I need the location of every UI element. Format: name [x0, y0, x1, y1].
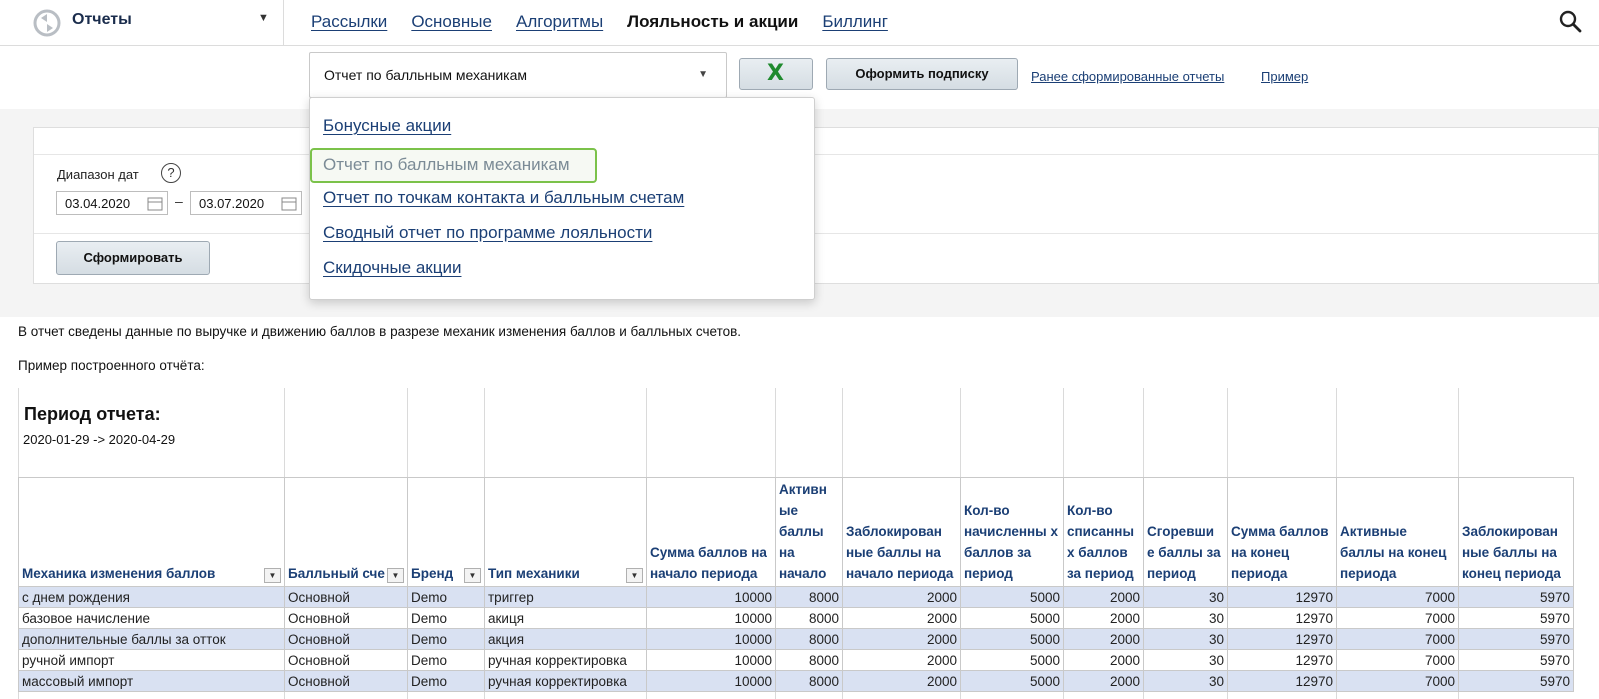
- table-cell: 8000: [776, 608, 843, 629]
- column-header-label: Балльный сче: [288, 566, 385, 581]
- column-header-label: Кол-во начисленны х баллов за период: [964, 503, 1058, 581]
- dropdown-item-contact-points-report[interactable]: Отчет по точкам контакта и балльным счетам: [323, 188, 685, 207]
- column-header: [647, 478, 776, 587]
- date-from-field[interactable]: [56, 191, 168, 215]
- table-row: [19, 671, 1574, 692]
- help-icon[interactable]: ?: [161, 163, 181, 183]
- table-cell: 5000: [961, 608, 1064, 629]
- app-section-selector[interactable]: [0, 0, 284, 45]
- column-header: [1459, 478, 1574, 587]
- example-title: Пример построенного отчёта:: [18, 358, 205, 373]
- table-cell: 2000: [843, 629, 961, 650]
- table-cell: 5000: [961, 629, 1064, 650]
- dropdown-item-loyalty-summary[interactable]: Сводный отчет по программе лояльности: [323, 223, 653, 242]
- nav-item-4[interactable]: Биллинг: [822, 12, 888, 31]
- sync-arrows-icon: [32, 8, 62, 41]
- column-header: [776, 478, 843, 587]
- table-cell: Demo: [408, 629, 485, 650]
- search-icon[interactable]: [1558, 9, 1584, 35]
- table-cell: 5970: [1459, 650, 1574, 671]
- table-cell: 12970: [1228, 671, 1337, 692]
- calendar-icon[interactable]: [147, 196, 163, 214]
- table-cell: Основной: [285, 671, 408, 692]
- table-cell: 2000: [1064, 587, 1144, 608]
- column-header: [1228, 478, 1337, 587]
- table-cell: 5000: [961, 587, 1064, 608]
- table-row: [19, 587, 1574, 608]
- table-cell: Основной: [285, 629, 408, 650]
- table-cell: 5000: [961, 671, 1064, 692]
- excel-icon: X: [767, 61, 784, 86]
- table-cell: 2000: [843, 671, 961, 692]
- column-header-label: Тип механики: [488, 566, 580, 581]
- example-link[interactable]: Пример: [1261, 69, 1309, 84]
- table-cell: 10000: [647, 671, 776, 692]
- divider: [34, 154, 1598, 155]
- chevron-down-icon: ▼: [698, 69, 708, 80]
- generate-report-button[interactable]: Сформировать: [56, 241, 210, 275]
- table-cell: 12970: [1228, 587, 1337, 608]
- table-row: [19, 629, 1574, 650]
- column-header-label: Активн ые баллы на начало: [779, 482, 827, 581]
- table-cell: 30: [1144, 629, 1228, 650]
- column-header: [1144, 478, 1228, 587]
- date-to-field[interactable]: [190, 191, 302, 215]
- table-cell: 5970: [1459, 629, 1574, 650]
- column-header-label: Сумма баллов на конец периода: [1231, 524, 1329, 581]
- table-cell: 10000: [647, 629, 776, 650]
- filter-dropdown-icon[interactable]: ▼: [387, 568, 404, 583]
- table-cell: триггер: [485, 587, 647, 608]
- report-select-value: Отчет по балльным механикам: [324, 67, 528, 83]
- table-cell: 30: [1144, 587, 1228, 608]
- column-header-label: Активные баллы на конец периода: [1340, 524, 1447, 581]
- table-cell: 7000: [1337, 608, 1459, 629]
- date-range-label: Диапазон дат: [57, 167, 139, 182]
- column-header: [843, 478, 961, 587]
- table-cell: 2000: [1064, 629, 1144, 650]
- column-header-label: Сумма баллов на начало периода: [650, 545, 767, 581]
- column-header: [1337, 478, 1459, 587]
- table-cell: 8000: [776, 650, 843, 671]
- column-header-label: Заблокирован ные баллы на начало периода: [846, 524, 954, 581]
- table-cell: ручной импорт: [19, 650, 285, 671]
- app-name: Отчеты: [72, 11, 132, 28]
- example-report-image: [18, 388, 1599, 699]
- date-range-dash: –: [175, 193, 183, 209]
- report-description: В отчет сведены данные по выручке и движению баллов в разрезе механик изменения баллов и балльных счетов.: [18, 324, 742, 339]
- table-cell: Demo: [408, 671, 485, 692]
- main-menu: [311, 12, 888, 32]
- table-cell: 5000: [961, 650, 1064, 671]
- table-cell: 7000: [1337, 671, 1459, 692]
- table-cell: акиця: [485, 608, 647, 629]
- nav-item-2[interactable]: Алгоритмы: [515, 12, 604, 31]
- column-header: [485, 478, 647, 587]
- table-cell: дополнительные баллы за отток: [19, 629, 285, 650]
- table-cell: 10000: [647, 587, 776, 608]
- table-cell: Основной: [285, 608, 408, 629]
- table-cell: Demo: [408, 587, 485, 608]
- table-cell: с днем рождения: [19, 587, 285, 608]
- dropdown-item-discount-promotions[interactable]: Скидочные акции: [323, 258, 462, 277]
- date-from-value: 03.04.2020: [65, 196, 131, 211]
- table-cell: акция: [485, 629, 647, 650]
- top-navigation-bar: [0, 0, 1599, 46]
- chevron-down-icon: ▼: [258, 12, 269, 24]
- nav-item-1[interactable]: Основные: [411, 12, 492, 31]
- table-row: [19, 650, 1574, 671]
- table-row: [19, 608, 1574, 629]
- column-header-label: Заблокирован ные баллы на конец периода: [1462, 524, 1561, 581]
- table-cell: 2000: [1064, 671, 1144, 692]
- subscribe-button[interactable]: Оформить подписку: [826, 58, 1018, 90]
- table-cell: 2000: [1064, 608, 1144, 629]
- table-cell: 8000: [776, 587, 843, 608]
- dropdown-item-label: Отчет по балльным механикам: [323, 155, 570, 174]
- column-header-label: Бренд: [411, 566, 454, 581]
- filter-dropdown-icon[interactable]: ▼: [626, 568, 643, 583]
- table-cell: ручная корректировка: [485, 671, 647, 692]
- table-cell: 30: [1144, 650, 1228, 671]
- table-cell: 8000: [776, 629, 843, 650]
- table-cell: 7000: [1337, 587, 1459, 608]
- report-table: [18, 477, 1574, 692]
- table-cell: 30: [1144, 608, 1228, 629]
- period-title: Период отчета:: [24, 404, 161, 424]
- table-cell: массовый импорт: [19, 671, 285, 692]
- table-cell: 12970: [1228, 650, 1337, 671]
- table-cell: 2000: [843, 650, 961, 671]
- export-excel-button[interactable]: [739, 58, 813, 90]
- dropdown-item-points-mechanics-selected[interactable]: [310, 148, 597, 183]
- table-cell: 2000: [1064, 650, 1144, 671]
- column-header: [408, 478, 485, 587]
- table-cell: 8000: [776, 671, 843, 692]
- column-header: [285, 478, 408, 587]
- report-type-dropdown: [309, 97, 815, 300]
- nav-item-0[interactable]: Рассылки: [311, 12, 388, 31]
- table-cell: 10000: [647, 650, 776, 671]
- table-cell: ручная корректировка: [485, 650, 647, 671]
- period-range: 2020-01-29 -> 2020-04-29: [23, 432, 176, 447]
- table-cell: 10000: [647, 608, 776, 629]
- column-header-label: Кол-во списанны х баллов за период: [1067, 503, 1134, 581]
- table-cell: 7000: [1337, 629, 1459, 650]
- table-cell: Основной: [285, 587, 408, 608]
- table-cell: 2000: [843, 608, 961, 629]
- table-cell: Основной: [285, 650, 408, 671]
- table-cell: 5970: [1459, 587, 1574, 608]
- table-cell: 5970: [1459, 671, 1574, 692]
- previous-reports-link[interactable]: Ранее сформированные отчеты: [1031, 69, 1225, 84]
- column-header-label: Сгоревши е баллы за период: [1147, 524, 1221, 581]
- table-cell: 30: [1144, 671, 1228, 692]
- report-type-select[interactable]: [309, 52, 727, 98]
- column-header: [19, 478, 285, 587]
- filter-sort-icon[interactable]: ▼: [264, 568, 281, 583]
- table-cell: 12970: [1228, 629, 1337, 650]
- table-cell: Demo: [408, 650, 485, 671]
- table-cell: 12970: [1228, 608, 1337, 629]
- column-header-label: Механика изменения баллов: [22, 566, 216, 581]
- table-cell: Demo: [408, 608, 485, 629]
- filter-dropdown-icon[interactable]: ▼: [464, 568, 481, 583]
- table-cell: базовое начисление: [19, 608, 285, 629]
- nav-item-3[interactable]: Лояльность и акции: [627, 12, 799, 31]
- table-cell: 2000: [843, 587, 961, 608]
- table-cell: 7000: [1337, 650, 1459, 671]
- date-to-value: 03.07.2020: [199, 196, 265, 211]
- table-cell: 5970: [1459, 608, 1574, 629]
- column-header: [1064, 478, 1144, 587]
- column-header: [961, 478, 1064, 587]
- calendar-icon[interactable]: [281, 196, 297, 214]
- divider: [34, 233, 1598, 234]
- dropdown-item-bonus-promotions[interactable]: Бонусные акции: [323, 116, 452, 135]
